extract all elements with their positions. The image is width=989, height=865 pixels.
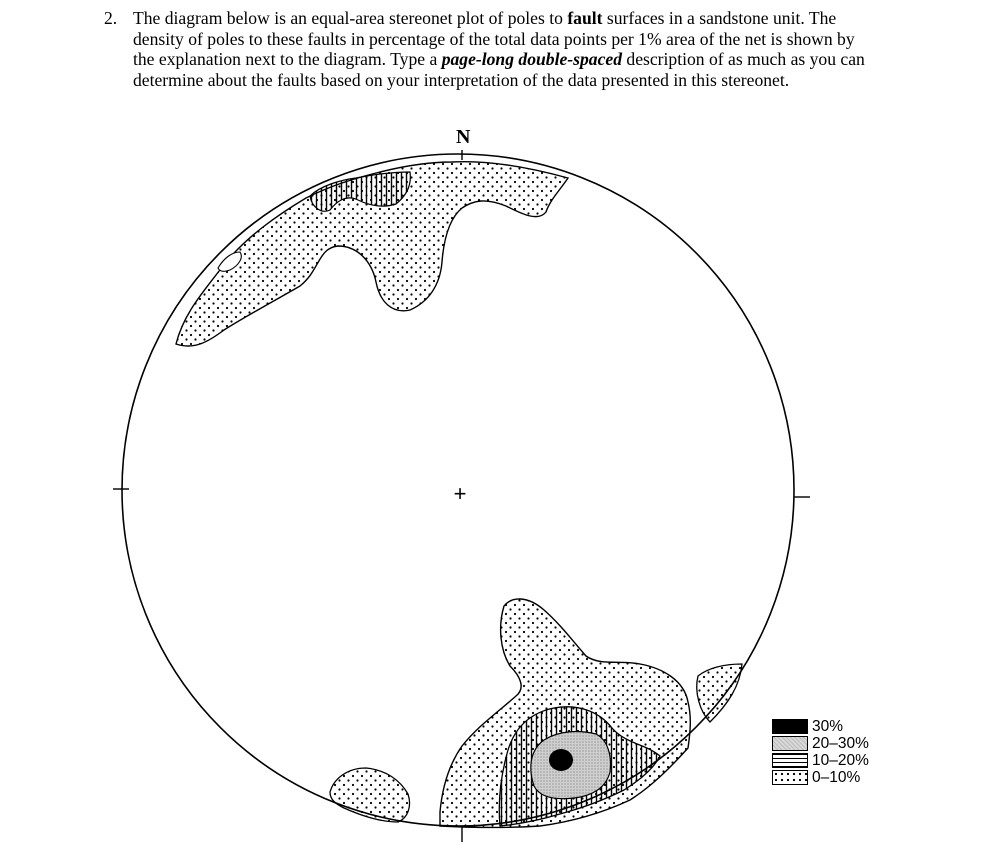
question-text-part-3: description of as much as you can determine about the faults based on your interpretation of the data presented in this stereonet.: [133, 49, 865, 90]
question-emphasis: page-long double-spaced: [441, 49, 622, 70]
legend-swatch-solid-icon: [772, 719, 808, 734]
question-text-part-1: The diagram below is an equal-area stereonet plot of poles to: [133, 8, 568, 28]
legend-label: 0–10%: [812, 769, 861, 786]
legend-swatch-hatch-icon: [772, 753, 808, 768]
legend-item: [772, 735, 869, 752]
center-mark: +: [453, 481, 467, 506]
question-number: 2.: [104, 8, 118, 28]
legend: [772, 718, 869, 786]
legend-item: [772, 752, 869, 769]
question-text-part-2: surfaces in a sandstone unit. The density of poles to these faults in percentage of the total data points per 1% area of the net is shown by the explanation next to the diagram. Type a: [133, 8, 855, 70]
question-bold-word: fault: [567, 8, 603, 28]
legend-swatch-stipple-icon: [772, 736, 808, 751]
legend-swatch-dots-icon: [772, 770, 808, 785]
legend-item: [772, 718, 869, 735]
sw-contour-0-10: [330, 768, 410, 822]
east-contour-0-10: [697, 664, 742, 722]
legend-item: [772, 769, 869, 786]
legend-label: 10–20%: [812, 752, 869, 769]
legend-label: 20–30%: [812, 735, 869, 752]
se-contour-30: [549, 749, 573, 771]
north-label: N: [456, 126, 471, 148]
legend-label: 30%: [812, 718, 844, 735]
